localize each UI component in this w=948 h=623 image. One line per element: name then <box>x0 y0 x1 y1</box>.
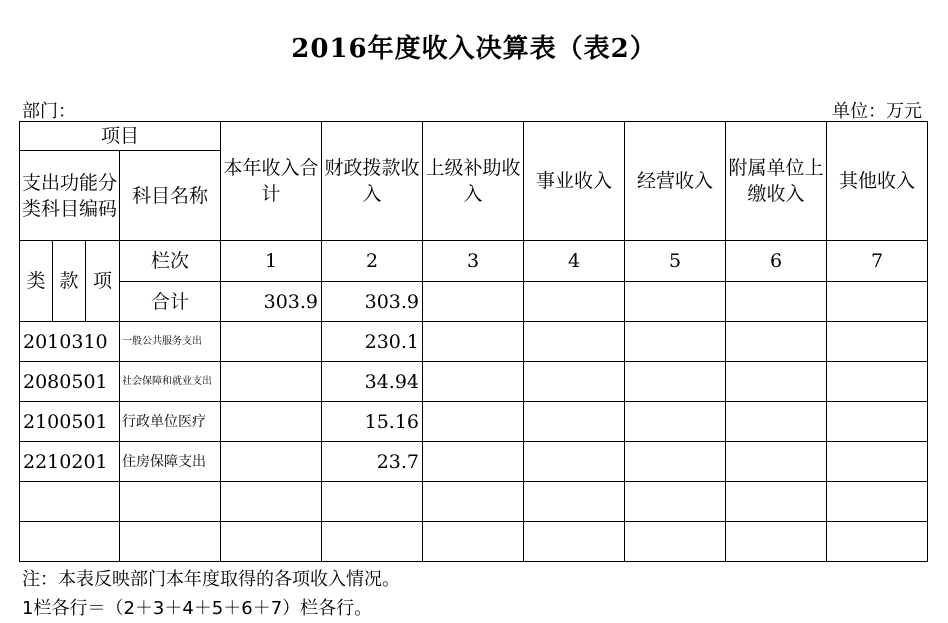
total-row <box>20 282 928 322</box>
table-row <box>20 362 928 402</box>
header-col-operation: 经营收入 <box>625 122 726 241</box>
col-number: 5 <box>625 241 726 282</box>
total-income: 303.9 <box>221 282 322 322</box>
department-label: 部门： <box>22 101 76 122</box>
empty-cell <box>625 482 726 522</box>
empty-cell <box>726 402 827 442</box>
header-col-other: 其他收入 <box>827 122 928 241</box>
header-col-business: 事业收入 <box>524 122 625 241</box>
empty-cell <box>322 482 423 522</box>
empty-cell <box>221 322 322 362</box>
empty-row <box>20 522 928 562</box>
header-col-affiliated: 附属单位上缴收入 <box>726 122 827 241</box>
empty-cell <box>524 282 625 322</box>
income-table <box>19 121 928 562</box>
empty-cell <box>827 442 928 482</box>
col-number: 7 <box>827 241 928 282</box>
empty-cell <box>423 482 524 522</box>
empty-cell <box>423 322 524 362</box>
row-code: 2010310 <box>20 322 120 362</box>
empty-cell <box>827 322 928 362</box>
header-col-upper: 上级补助收入 <box>423 122 524 241</box>
empty-cell <box>726 322 827 362</box>
empty-cell <box>524 322 625 362</box>
empty-cell <box>625 322 726 362</box>
header-kuan: 款 <box>53 241 86 322</box>
empty-cell <box>625 522 726 562</box>
empty-cell <box>827 282 928 322</box>
footnotes <box>22 565 400 623</box>
empty-cell <box>423 442 524 482</box>
row-code: 2100501 <box>20 402 120 442</box>
footnote-line-1: 注：本表反映部门本年度取得的各项收入情况。 <box>22 569 400 590</box>
column-number-row <box>20 241 928 282</box>
row-code: 2080501 <box>20 362 120 402</box>
row-code: 2210201 <box>20 442 120 482</box>
row-fiscal: 23.7 <box>322 442 423 482</box>
empty-cell <box>524 482 625 522</box>
row-subject-name: 行政单位医疗 <box>120 402 221 442</box>
empty-cell <box>120 522 221 562</box>
header-func-code: 支出功能分类科目编码 <box>20 151 120 241</box>
empty-cell <box>423 402 524 442</box>
empty-cell <box>423 282 524 322</box>
empty-cell <box>221 442 322 482</box>
header-subject-name: 科目名称 <box>120 151 221 241</box>
footnote-line-2: 1栏各行＝（2＋3＋4＋5＋6＋7）栏各行。 <box>22 598 373 619</box>
empty-cell <box>726 282 827 322</box>
header-project: 项目 <box>20 122 221 151</box>
row-fiscal: 15.16 <box>322 402 423 442</box>
empty-cell <box>322 522 423 562</box>
empty-cell <box>827 362 928 402</box>
row-subject-name: 住房保障支出 <box>120 442 221 482</box>
empty-cell <box>524 402 625 442</box>
empty-row <box>20 482 928 522</box>
col-number: 4 <box>524 241 625 282</box>
empty-cell <box>524 362 625 402</box>
row-subject-name: 一般公共服务支出 <box>120 322 221 362</box>
row-fiscal: 230.1 <box>322 322 423 362</box>
header-col-total: 本年收入合计 <box>221 122 322 241</box>
empty-cell <box>20 522 120 562</box>
row-fiscal: 34.94 <box>322 362 423 402</box>
empty-cell <box>827 402 928 442</box>
total-fiscal: 303.9 <box>322 282 423 322</box>
page-title: 2016年度收入决算表（表2） <box>291 34 657 64</box>
empty-cell <box>625 362 726 402</box>
empty-cell <box>524 442 625 482</box>
empty-cell <box>221 402 322 442</box>
col-number: 3 <box>423 241 524 282</box>
empty-cell <box>120 482 221 522</box>
col-number: 6 <box>726 241 827 282</box>
header-lanci: 栏次 <box>120 241 221 282</box>
table-row <box>20 442 928 482</box>
header-row-project <box>20 122 928 151</box>
empty-cell <box>827 522 928 562</box>
header-col-fiscal: 财政拨款收入 <box>322 122 423 241</box>
col-number: 2 <box>322 241 423 282</box>
empty-cell <box>423 362 524 402</box>
total-label: 合计 <box>120 282 221 322</box>
empty-cell <box>726 442 827 482</box>
col-number: 1 <box>221 241 322 282</box>
empty-cell <box>726 362 827 402</box>
empty-cell <box>625 402 726 442</box>
header-xiang: 项 <box>86 241 120 322</box>
table-row <box>20 402 928 442</box>
empty-cell <box>423 522 524 562</box>
empty-cell <box>524 522 625 562</box>
empty-cell <box>20 482 120 522</box>
empty-cell <box>625 282 726 322</box>
empty-cell <box>221 522 322 562</box>
empty-cell <box>221 482 322 522</box>
row-subject-name: 社会保障和就业支出 <box>120 362 221 402</box>
empty-cell <box>726 522 827 562</box>
empty-cell <box>221 362 322 402</box>
empty-cell <box>726 482 827 522</box>
empty-cell <box>625 442 726 482</box>
unit-label: 单位：万元 <box>832 101 922 122</box>
empty-cell <box>827 482 928 522</box>
header-lei: 类 <box>20 241 53 322</box>
table-row <box>20 322 928 362</box>
